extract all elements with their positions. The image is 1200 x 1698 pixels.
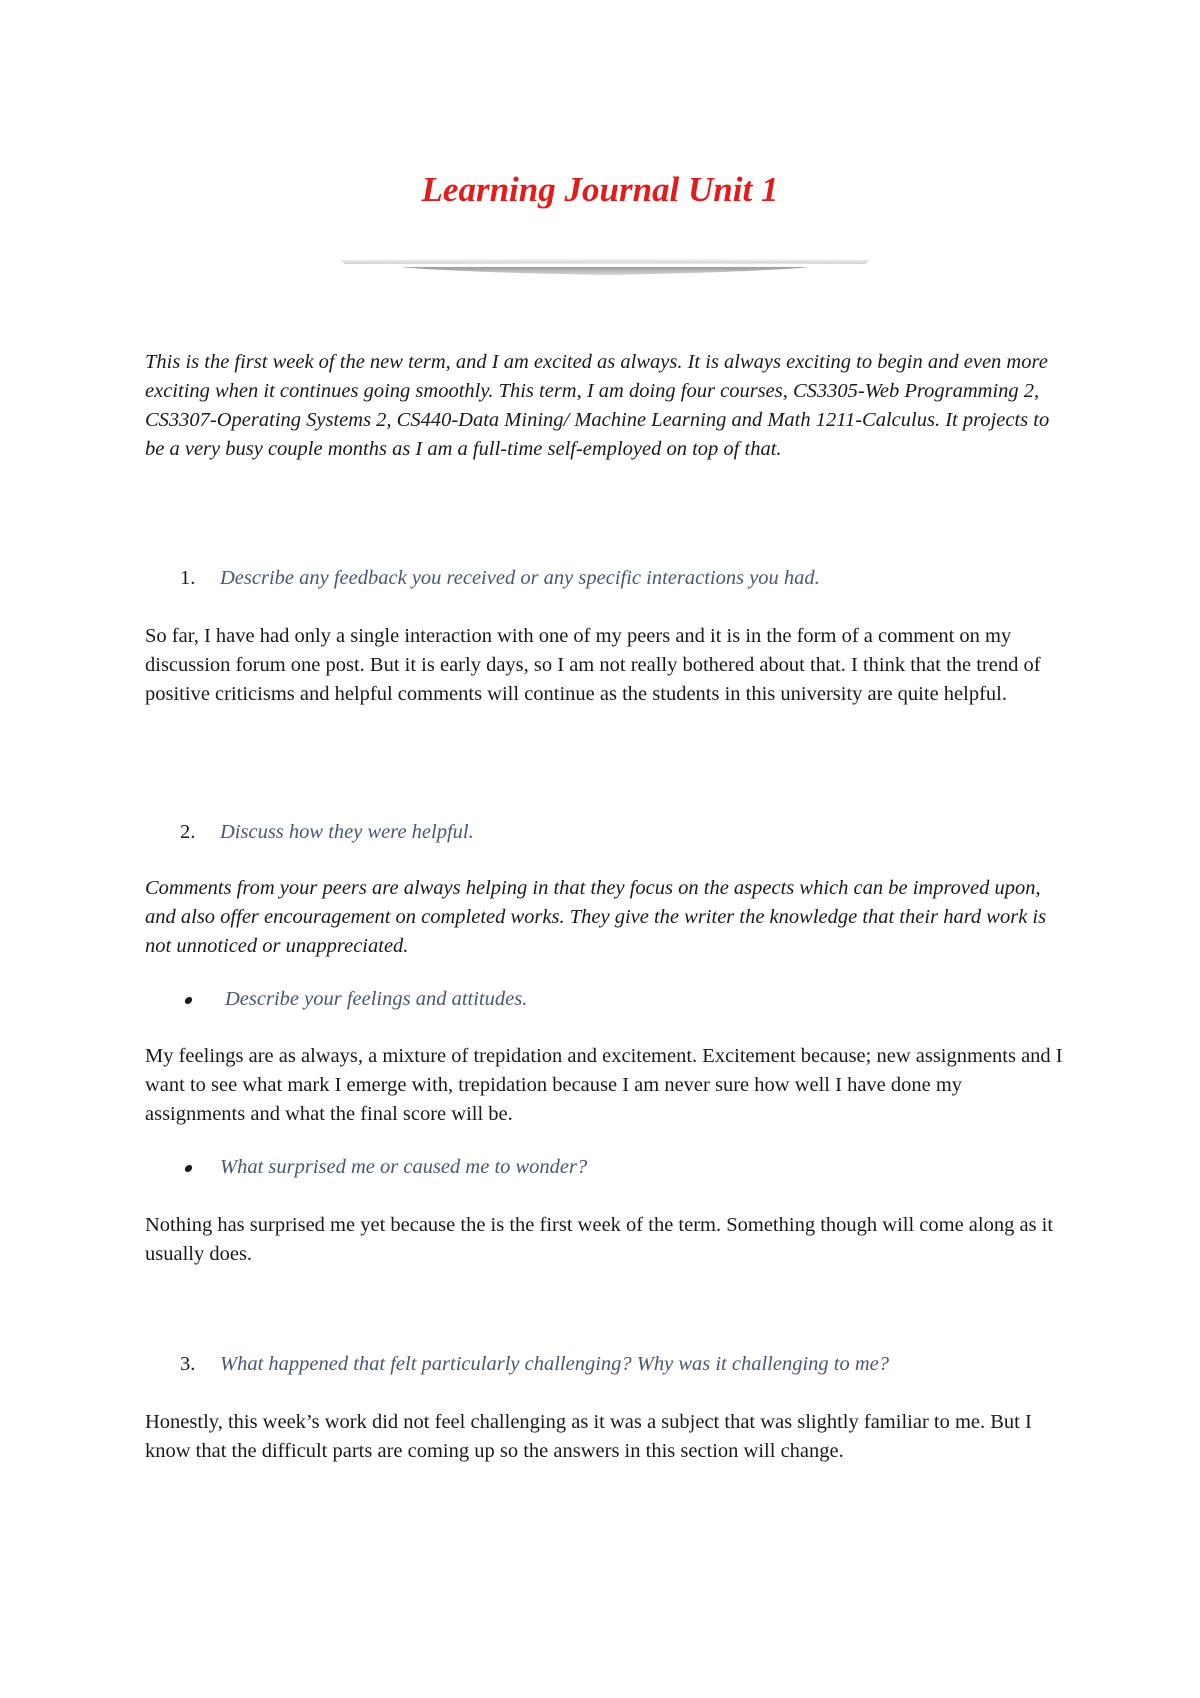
question-1: Describe any feedback you received or any specific interactions you had. bbox=[220, 567, 820, 589]
question-3: What happened that felt particularly challenging? Why was it challenging to me? bbox=[220, 1353, 889, 1375]
answer-2-paragraph: Comments from your peers are always helping in that they focus on the aspects which can be improved upon, and also offer encouragement on completed works. They give the writer the knowledge that their hard work is not unnoticed or unappreciated. bbox=[145, 877, 1047, 957]
answer-bullet-1-paragraph: My feelings are as always, a mixture of trepidation and excitement. Excitement because; new assignments and I want to see what mark I emerge with, trepidation because I am never sure how well I have done my assignments and what the final score will be. bbox=[145, 1045, 1063, 1125]
bullet-question-2: What surprised me or caused me to wonder? bbox=[220, 1156, 588, 1178]
question-2-number: 2. bbox=[180, 821, 196, 843]
answer-1-paragraph: So far, I have had only a single interaction with one of my peers and it is in the form of a comment on my discussion forum one post. But it is early days, so I am not really bothered about that. I think that the trend of positive criticisms and helpful comments will continue as the students in this university are quite helpful. bbox=[145, 625, 1041, 705]
question-1-number: 1. bbox=[180, 567, 196, 589]
document-title: Learning Journal Unit 1 bbox=[421, 170, 779, 209]
bullet-question-1: Describe your feelings and attitudes. bbox=[225, 988, 528, 1010]
bullet-icon bbox=[184, 997, 193, 1004]
question-2: Discuss how they were helpful. bbox=[220, 821, 474, 843]
question-3-number: 3. bbox=[180, 1353, 196, 1375]
bullet-icon bbox=[184, 1165, 193, 1172]
answer-3-paragraph: Honestly, this week’s work did not feel challenging as it was a subject that was slightly familiar to me. But I know that the difficult parts are coming up so the answers in this section will change. bbox=[145, 1411, 1032, 1462]
intro-paragraph: This is the first week of the new term, and I am excited as always. It is always exciting to begin and even more exciting when it continues going smoothly. This term, I am doing four courses, CS3305-Web Programming 2, CS3307-Operating Systems 2, CS440-Data Mining/ Machine Learning and Math 1211-Calculus. It projects to be a very busy couple months as I am a full-time self-employed on top of that. bbox=[145, 351, 1050, 460]
title-divider bbox=[340, 258, 870, 286]
answer-bullet-2-paragraph: Nothing has surprised me yet because the is the first week of the term. Something though will come along as it usually does. bbox=[145, 1214, 1054, 1265]
